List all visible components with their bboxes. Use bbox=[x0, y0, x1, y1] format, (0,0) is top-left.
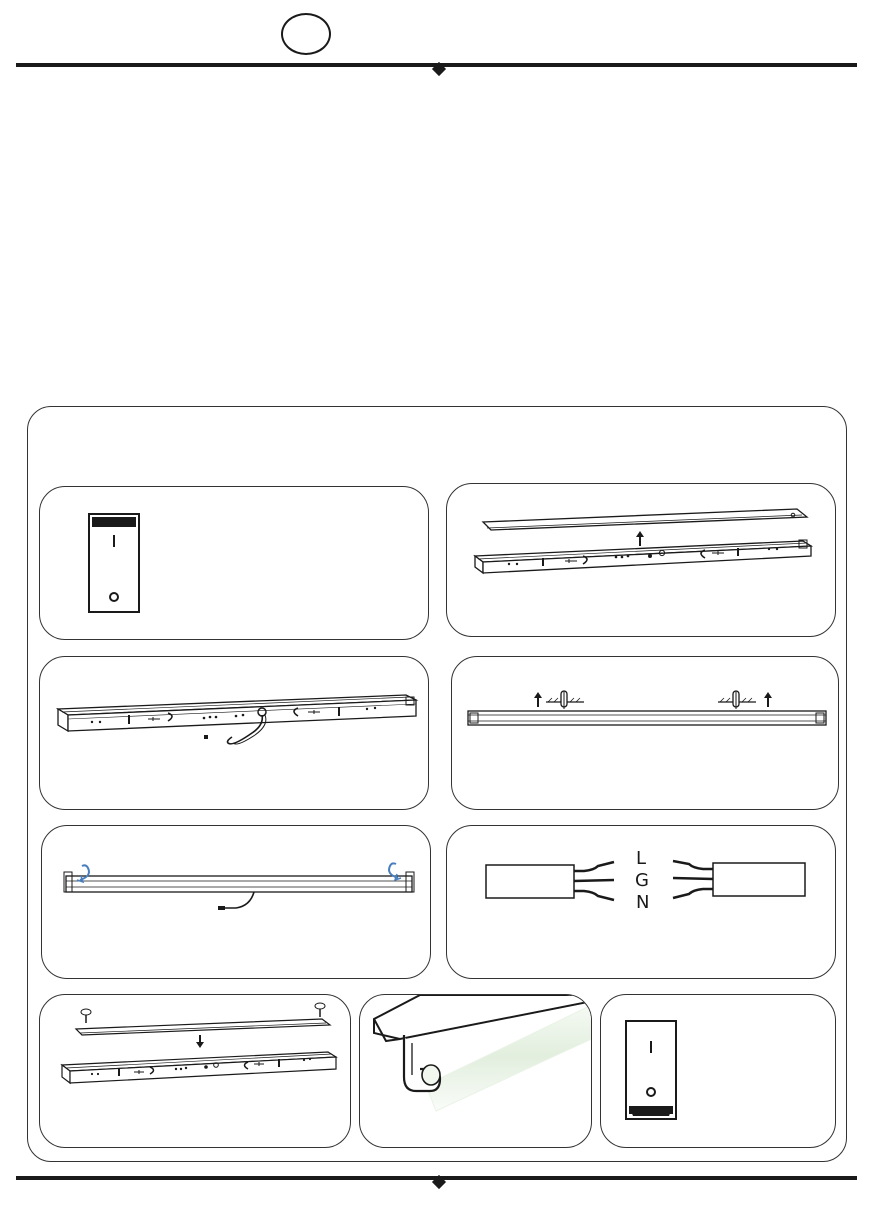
screw-icon bbox=[315, 1003, 325, 1017]
wire-label-ground: G bbox=[635, 870, 649, 891]
arrow-up-icon bbox=[764, 692, 772, 707]
wire-label-neutral: N bbox=[636, 892, 650, 913]
step-insert-tube-panel bbox=[359, 994, 592, 1148]
step-wiring-panel bbox=[446, 825, 836, 979]
step-mount-panel bbox=[451, 656, 839, 810]
step-switch-on-panel bbox=[600, 994, 836, 1148]
rotate-holders-illustration bbox=[42, 826, 431, 979]
arrow-down-icon bbox=[196, 1035, 204, 1048]
language-badge bbox=[281, 13, 331, 55]
screw-icon bbox=[546, 691, 584, 709]
insert-tube-illustration bbox=[360, 995, 592, 1148]
bottom-rule bbox=[16, 1176, 857, 1180]
step-remove-cover-panel bbox=[446, 483, 836, 637]
screw-icon bbox=[81, 1009, 91, 1023]
top-rule bbox=[16, 63, 857, 67]
step-switch-off-panel bbox=[39, 486, 429, 640]
step-wire-fixture-panel bbox=[39, 656, 429, 810]
switch-on-icon bbox=[601, 995, 836, 1148]
arrow-up-icon bbox=[534, 692, 542, 707]
arrow-up-icon bbox=[636, 531, 644, 546]
fixture-wire-illustration bbox=[40, 657, 429, 810]
mount-illustration bbox=[452, 657, 839, 810]
step-rotate-holders-panel bbox=[41, 825, 431, 979]
switch-off-icon bbox=[40, 487, 429, 640]
wire-label-live: L bbox=[636, 848, 647, 869]
step-reattach-cover-panel bbox=[39, 994, 351, 1148]
remove-cover-illustration bbox=[447, 484, 836, 637]
screw-icon bbox=[718, 691, 756, 709]
reattach-cover-illustration bbox=[40, 995, 351, 1148]
